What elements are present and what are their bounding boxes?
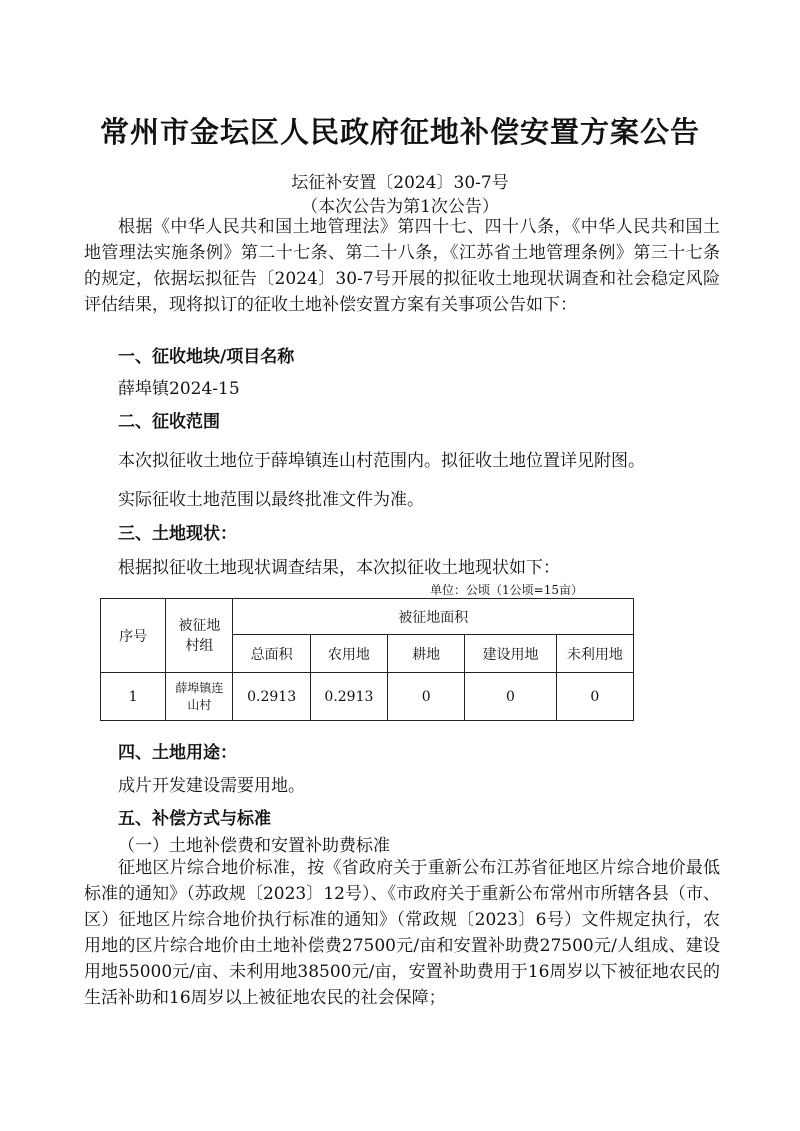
header-agri: 农用地 bbox=[310, 635, 387, 673]
land-use-text: 成片开发建设需要用地。 bbox=[118, 776, 305, 796]
notice-count: （本次公告为第1次公告） bbox=[301, 197, 499, 217]
section-2-heading: 二、征收范围 bbox=[118, 412, 220, 432]
compensation-paragraph: 征地区片综合地价标准，按《省政府关于重新公布江苏省征地区片综合地价最低标准的通知》（苏政规〔2023〕12号）、《市政府关于重新公布常州市所辖各县（市、区）征地区片综合地价执行标准的通知》（常政规〔2023〕6号）文件规定执行，农用地的区片综合地价由土地补偿费27500元/亩和安置补助费27500元/人组成、建设用地55000元/亩、未利用地38500元/亩，安置补助费用于16周岁以下被征地农民的生活补助和16周岁以上被征地农民的社会保障； bbox=[84, 858, 720, 1008]
header-village bbox=[166, 599, 233, 673]
section-5-heading: 五、补偿方式与标准 bbox=[118, 809, 271, 829]
cell-agri: 0.2913 bbox=[310, 673, 387, 721]
table-unit-note: 单位：公顷（1公顷=15亩） bbox=[430, 583, 583, 597]
section-3-heading: 三、土地现状： bbox=[118, 524, 237, 544]
scope-note: 实际征收土地范围以最终批准文件为准。 bbox=[118, 490, 424, 510]
cell-village bbox=[166, 673, 233, 721]
header-build: 建设用地 bbox=[465, 635, 556, 673]
cell-unused: 0 bbox=[556, 673, 633, 721]
header-total: 总面积 bbox=[233, 635, 310, 673]
scope-text: 本次拟征收土地位于薛埠镇连山村范围内。拟征收土地位置详见附图。 bbox=[118, 451, 645, 471]
header-unused: 未利用地 bbox=[556, 635, 633, 673]
cell-no: 1 bbox=[101, 673, 166, 721]
cell-village-label: 薛埠镇连山村 bbox=[175, 680, 224, 712]
document-number: 坛征补安置〔2024〕30-7号 bbox=[291, 173, 509, 193]
header-farm: 耕地 bbox=[388, 635, 465, 673]
header-area-group: 被征地面积 bbox=[233, 599, 634, 635]
project-name: 薛埠镇2024-15 bbox=[118, 379, 240, 399]
cell-farm: 0 bbox=[388, 673, 465, 721]
land-area-table bbox=[100, 598, 634, 721]
subsection-1-heading: （一）土地补偿费和安置补助费标准 bbox=[118, 836, 390, 856]
cell-total: 0.2913 bbox=[233, 673, 310, 721]
cell-build: 0 bbox=[465, 673, 556, 721]
table-row bbox=[101, 673, 634, 721]
header-village-label: 被征地村组 bbox=[178, 617, 221, 654]
section-4-heading: 四、土地用途： bbox=[118, 743, 237, 763]
intro-paragraph: 根据《中华人民共和国土地管理法》第四十七、四十八条，《中华人民共和国土地管理法实施条例》第二十七条、第二十八条，《江苏省土地管理条例》第三十七条的规定，依据坛拟征告〔2024〕30-7号开展的拟征收土地现状调查和社会稳定风险评估结果，现将拟订的征收土地补偿安置方案有关事项公告如下： bbox=[84, 217, 720, 315]
section-1-heading: 一、征收地块/项目名称 bbox=[118, 347, 295, 367]
header-no: 序号 bbox=[101, 599, 166, 673]
land-status-text: 根据拟征收土地现状调查结果，本次拟征收土地现状如下： bbox=[118, 558, 560, 578]
document-title: 常州市金坛区人民政府征地补偿安置方案公告 bbox=[99, 115, 700, 149]
